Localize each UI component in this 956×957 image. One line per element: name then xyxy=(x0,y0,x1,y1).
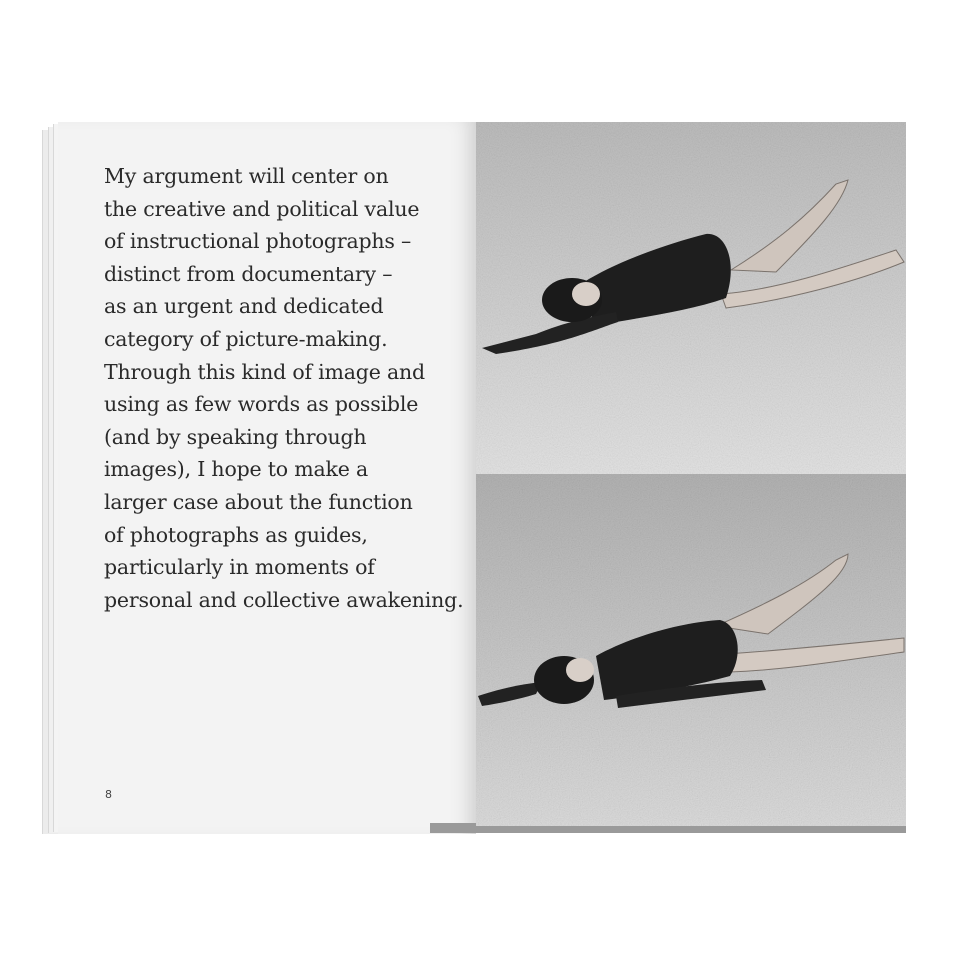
paragraph-line: using as few words as possible xyxy=(104,392,419,417)
page-number: 8 xyxy=(105,788,112,801)
body-paragraph xyxy=(104,160,484,616)
paragraph-line: of photographs as guides, xyxy=(104,522,368,547)
paragraph-line: as an urgent and dedicated xyxy=(104,294,384,319)
photo-woman-lying-leg-raised-2 xyxy=(476,474,906,826)
right-page xyxy=(476,122,906,826)
paragraph-line: distinct from documentary – xyxy=(104,261,393,286)
left-page xyxy=(58,122,476,834)
photo-bottom xyxy=(476,474,906,826)
paragraph-line: particularly in moments of xyxy=(104,555,375,580)
paragraph-line: larger case about the function xyxy=(104,489,413,514)
photo-top xyxy=(476,122,906,474)
paragraph-line: (and by speaking through xyxy=(104,424,367,449)
paragraph-line: of instructional photographs – xyxy=(104,229,412,254)
photo-woman-lying-leg-raised-1 xyxy=(476,122,906,474)
paragraph-line: Through this kind of image and xyxy=(104,359,425,384)
paragraph-line: images), I hope to make a xyxy=(104,457,369,482)
paragraph-line: My argument will center on xyxy=(104,164,389,188)
paragraph-line: category of picture-making. xyxy=(104,326,388,351)
paragraph-line: personal and collective awakening. xyxy=(104,587,464,612)
paragraph-line: the creative and political value xyxy=(104,196,420,221)
